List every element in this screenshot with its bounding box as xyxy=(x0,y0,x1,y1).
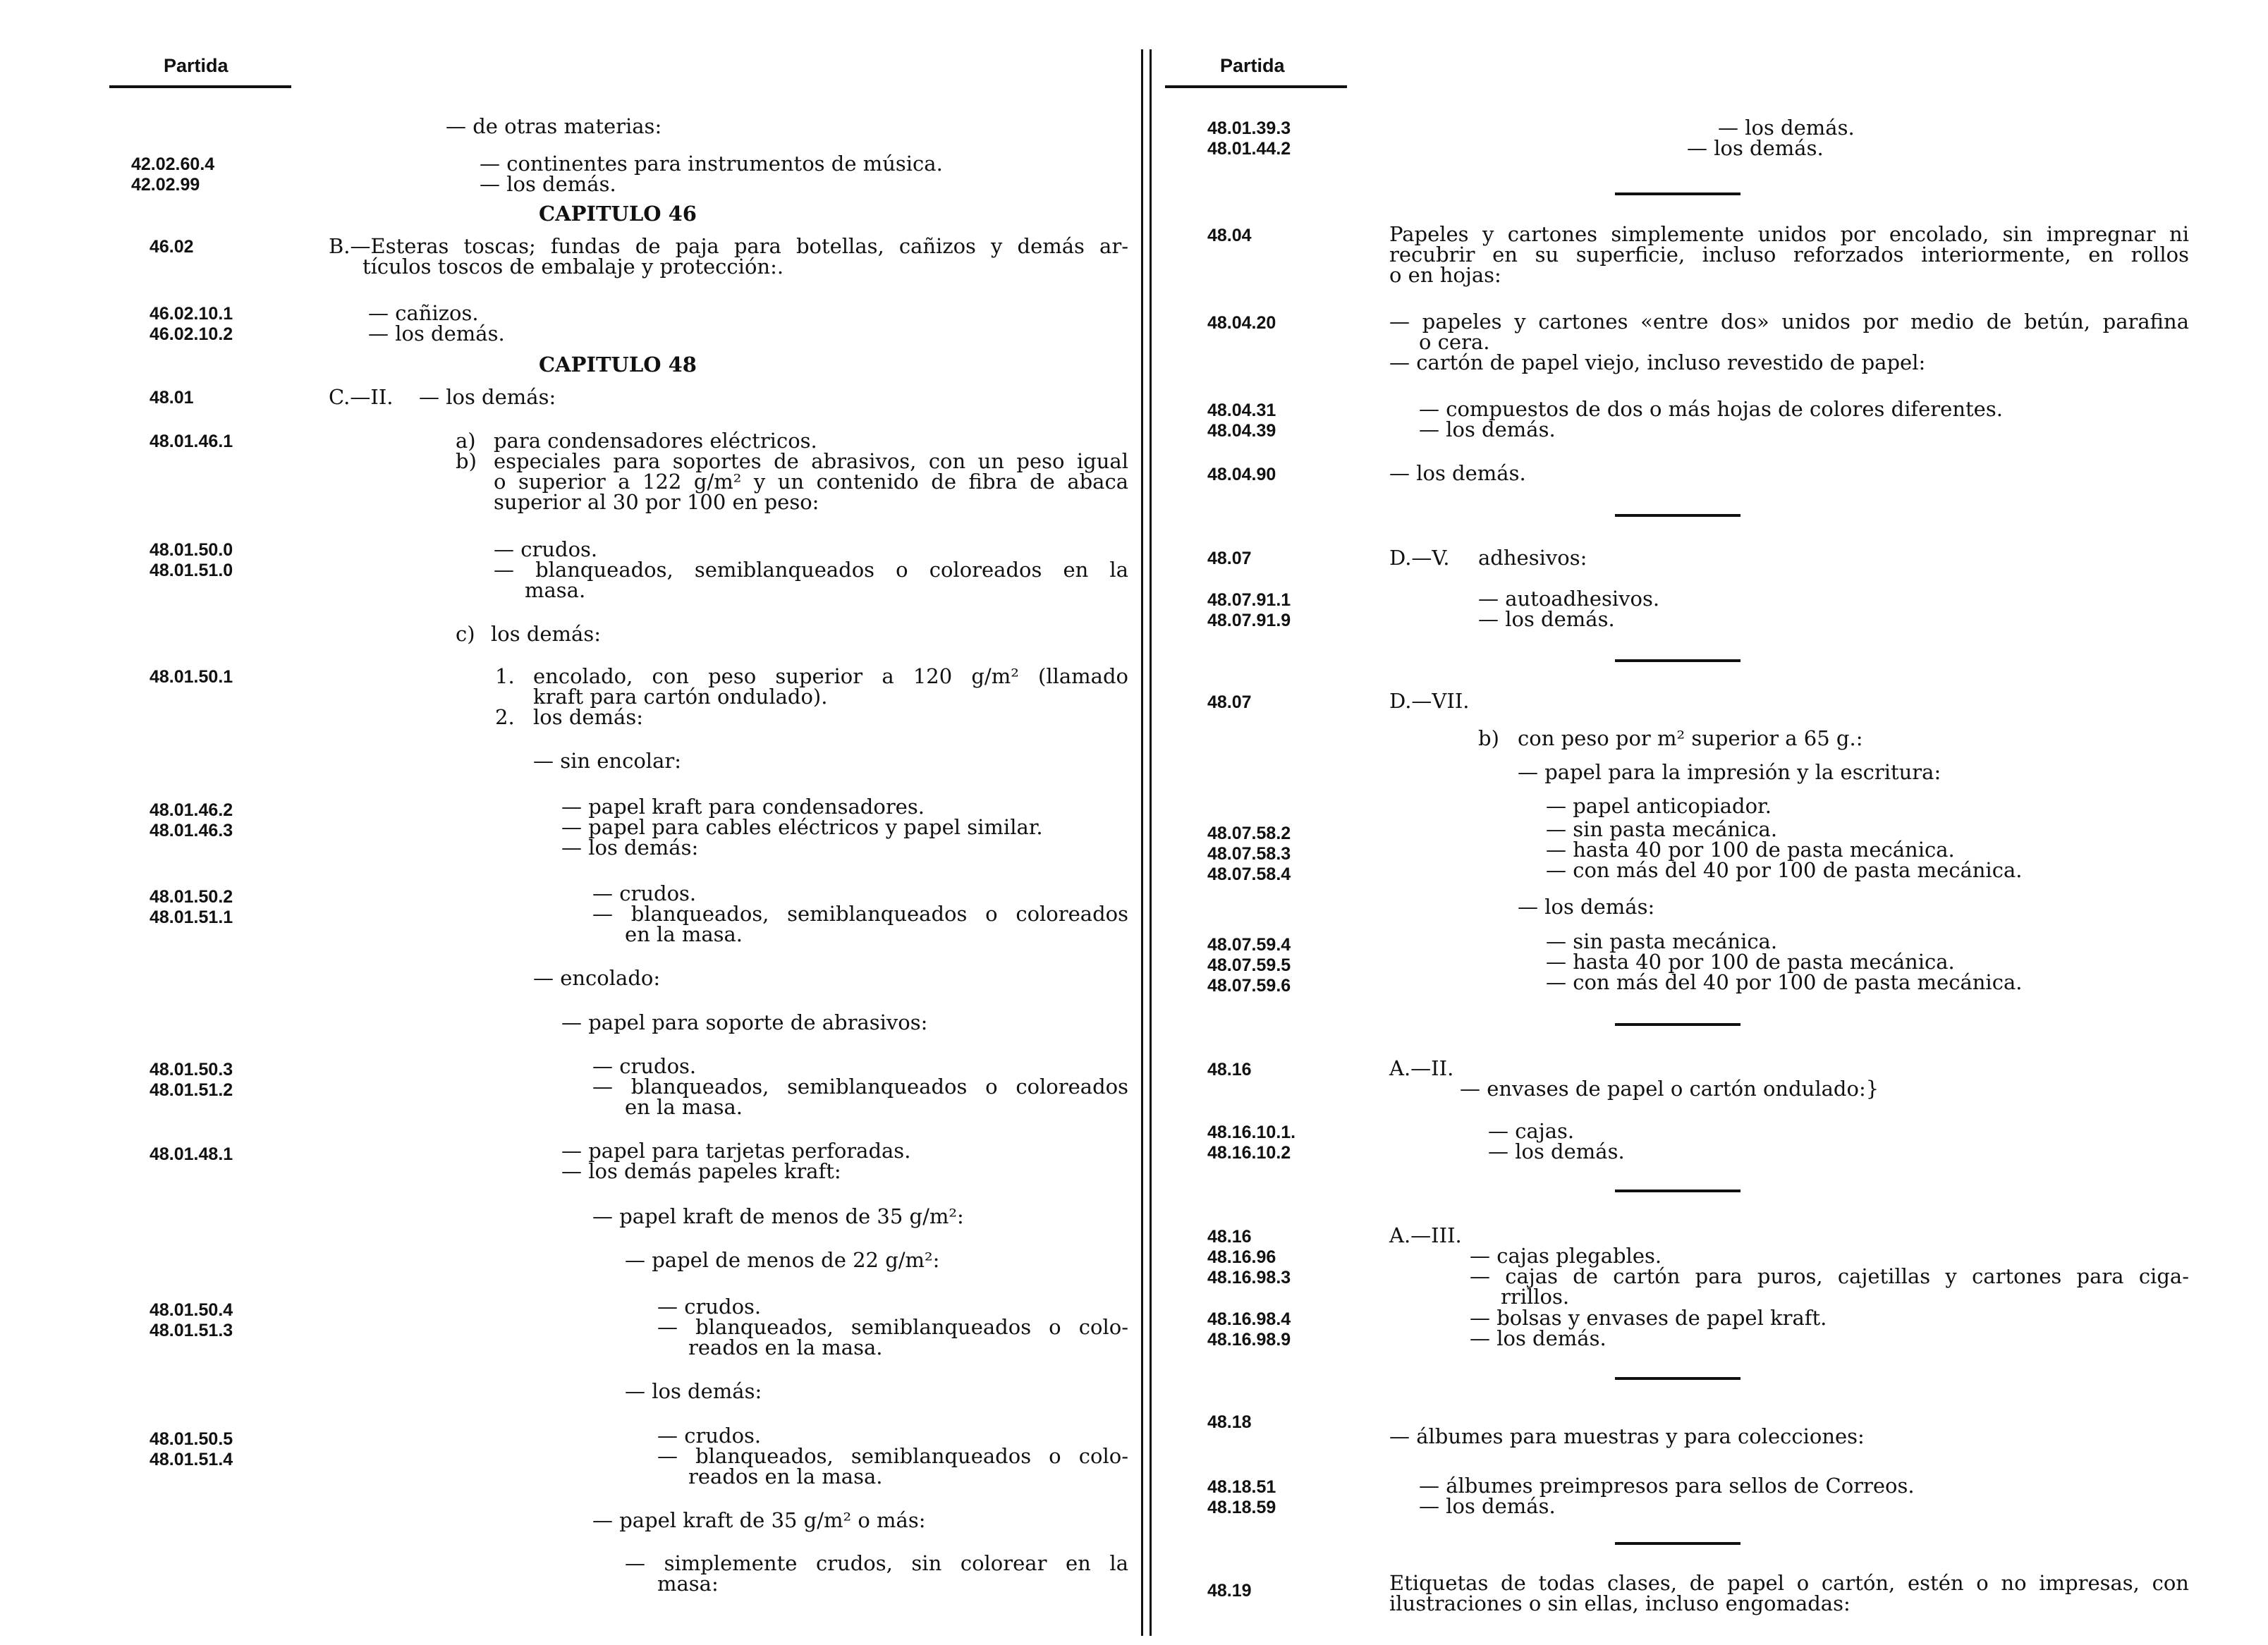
text-line: — crudos. xyxy=(592,1054,697,1078)
text-line: — continentes para instrumentos de música. xyxy=(480,152,943,176)
text-line: rrillos. xyxy=(1501,1285,1570,1309)
code: 48.04 xyxy=(1207,226,1252,245)
code: 48.04.90 xyxy=(1207,465,1276,484)
code: 46.02.10.1 xyxy=(150,304,233,324)
text-line: — sin pasta mecánica. xyxy=(1546,929,1778,953)
text-line: con peso por m² superior a 65 g.: xyxy=(1518,726,1863,750)
section-separator xyxy=(1615,1542,1740,1545)
code: 48.07.59.6 xyxy=(1207,976,1291,996)
text-line: en la masa. xyxy=(625,922,743,946)
text-line: los demás: xyxy=(533,705,644,729)
code: 48.01.50.1 xyxy=(150,667,233,687)
column-divider xyxy=(1141,49,1143,1636)
text-line: Etiquetas de todas clases, de papel o cartón, estén o no impresas, con xyxy=(1389,1571,2189,1595)
text-line: — los demás. xyxy=(1470,1326,1606,1350)
text-line: — blanqueados, semiblanqueados o colo- xyxy=(657,1444,1128,1468)
text-line: — de otras materias: xyxy=(446,114,662,138)
section-separator xyxy=(1615,192,1740,195)
text-line: — crudos. xyxy=(494,537,598,561)
code: 48.07.91.1 xyxy=(1207,590,1291,610)
code: 48.16.96 xyxy=(1207,1247,1276,1267)
text-line: — hasta 40 por 100 de pasta mecánica. xyxy=(1546,838,1955,862)
text-line: — papel para cables eléctricos y papel similar. xyxy=(561,815,1043,839)
code: 48.16.98.9 xyxy=(1207,1330,1291,1350)
code: 48.07.58.4 xyxy=(1207,864,1291,884)
section-separator xyxy=(1615,1190,1740,1192)
list-marker: c) xyxy=(456,622,475,646)
text-line: adhesivos: xyxy=(1478,546,1587,570)
text-line: ilustraciones o sin ellas, incluso engomadas: xyxy=(1389,1591,1851,1615)
text-line: — encolado: xyxy=(533,966,661,990)
right-header-underline xyxy=(1165,85,1347,88)
code: 48.01.46.2 xyxy=(150,800,233,820)
text-line: o cera. xyxy=(1419,330,1490,354)
code: 48.01.51.0 xyxy=(150,561,233,580)
code: 48.07.58.3 xyxy=(1207,844,1291,864)
code: 48.01.51.3 xyxy=(150,1321,233,1340)
text-line: — papel anticopiador. xyxy=(1546,794,1772,818)
text-line: A.—III. xyxy=(1389,1223,1462,1247)
left-header-underline xyxy=(109,85,291,88)
text-line: — papel kraft de menos de 35 g/m²: xyxy=(592,1204,964,1228)
text-line: — los demás. xyxy=(1488,1139,1625,1163)
code: 42.02.60.4 xyxy=(131,154,215,174)
text-line: — papel para la impresión y la escritura: xyxy=(1518,760,1941,784)
text-line: superior al 30 por 100 en peso: xyxy=(494,490,819,514)
code: 48.01.50.2 xyxy=(150,887,233,907)
text-line: — sin encolar: xyxy=(533,749,682,773)
code: 48.18 xyxy=(1207,1412,1252,1432)
text-line: — los demás. xyxy=(480,172,616,196)
text-line: — con más del 40 por 100 de pasta mecánica. xyxy=(1546,970,2023,994)
code: 46.02 xyxy=(150,237,194,257)
text-line: — crudos. xyxy=(657,1424,762,1448)
text-line: — los demás. xyxy=(1687,136,1824,160)
text-line: B.—Esteras toscas; fundas de paja para botellas, cañizos y demás ar- xyxy=(329,234,1128,258)
text-line: — los demás. xyxy=(1718,116,1855,140)
text-line: masa. xyxy=(525,578,586,602)
text-line: — los demás. xyxy=(368,322,505,345)
code: 48.01.50.4 xyxy=(150,1300,233,1320)
section-separator xyxy=(1615,1023,1740,1026)
text-line: o superior a 122 g/m² y un contenido de fibra de abaca xyxy=(494,470,1128,494)
code: 48.01.44.2 xyxy=(1207,139,1291,159)
text-line: — cañizos. xyxy=(368,301,479,325)
text-line: — los demás. xyxy=(1419,1494,1556,1518)
text-line: — cajas. xyxy=(1488,1119,1575,1143)
text-line: — los demás. xyxy=(1389,461,1526,485)
text-line: D.—VII. xyxy=(1389,689,1470,713)
code: 48.07.59.5 xyxy=(1207,955,1291,975)
text-line: recubrir en su superficie, incluso reforzados interiormente, en rollos xyxy=(1389,243,2189,267)
text-line: — papeles y cartones «entre dos» unidos por medio de betún, parafina xyxy=(1389,310,2189,334)
text-line: — cartón de papel viejo, incluso revestido de papel: xyxy=(1389,350,1926,374)
text-line: — sin pasta mecánica. xyxy=(1546,817,1778,841)
text-line: — papel de menos de 22 g/m²: xyxy=(625,1248,940,1272)
text-line: tículos toscos de embalaje y protección:. xyxy=(362,255,784,279)
text-line: — álbumes preimpresos para sellos de Correos. xyxy=(1419,1474,1915,1498)
text-line: reados en la masa. xyxy=(688,1464,883,1488)
left-column-header: Partida xyxy=(164,55,228,76)
text-line: — bolsas y envases de papel kraft. xyxy=(1470,1306,1827,1330)
text-line: — papel kraft para condensadores. xyxy=(561,795,925,819)
code: 42.02.99 xyxy=(131,175,200,195)
section-separator xyxy=(1615,1377,1740,1380)
text-line: — los demás. xyxy=(1478,607,1615,631)
text-line: — los demás. xyxy=(1419,417,1556,441)
code: 48.01.51.4 xyxy=(150,1450,233,1469)
text-line: — crudos. xyxy=(657,1295,762,1319)
text-line: en la masa. xyxy=(625,1095,743,1119)
code: 48.07.59.4 xyxy=(1207,935,1291,955)
code: 48.07 xyxy=(1207,549,1252,568)
text-line: — blanqueados, semiblanqueados o coloreados en la xyxy=(494,558,1128,582)
code: 48.04.20 xyxy=(1207,313,1276,333)
text-line: C.—II. xyxy=(329,385,394,409)
text-line: — los demás: xyxy=(561,836,699,860)
text-line: Papeles y cartones simplemente unidos por encolado, sin impregnar ni xyxy=(1389,222,2189,246)
code: 48.01.51.1 xyxy=(150,907,233,927)
column-divider xyxy=(1150,49,1152,1636)
code: 48.01 xyxy=(150,388,194,408)
code: 48.01.50.5 xyxy=(150,1429,233,1449)
code: 48.16.98.4 xyxy=(1207,1309,1291,1329)
chapter-heading: CAPITULO 48 xyxy=(539,353,697,377)
code: 48.01.39.3 xyxy=(1207,118,1291,138)
text-line: los demás: xyxy=(491,622,602,646)
text-line: — los demás: xyxy=(1518,895,1655,919)
text-line: reados en la masa. xyxy=(688,1335,883,1359)
code: 48.07.58.2 xyxy=(1207,824,1291,843)
code: 46.02.10.2 xyxy=(150,324,233,344)
chapter-heading: CAPITULO 46 xyxy=(539,202,697,226)
text-line: masa: xyxy=(657,1572,719,1596)
code: 48.18.59 xyxy=(1207,1498,1276,1517)
text-line: — los demás: xyxy=(419,385,556,409)
text-line: — hasta 40 por 100 de pasta mecánica. xyxy=(1546,950,1955,974)
text-line: — los demás: xyxy=(625,1379,762,1403)
text-line: — autoadhesivos. xyxy=(1478,587,1660,611)
list-marker: b) xyxy=(456,449,477,473)
code: 48.01.50.0 xyxy=(150,540,233,560)
code: 48.07.91.9 xyxy=(1207,611,1291,630)
list-marker: 1. xyxy=(495,664,515,688)
code: 48.16.10.2 xyxy=(1207,1143,1291,1163)
text-line: — papel para soporte de abrasivos: xyxy=(561,1010,928,1034)
text-line: — simplemente crudos, sin colorear en la xyxy=(625,1551,1128,1575)
right-column-header: Partida xyxy=(1220,55,1285,76)
text-line: — blanqueados, semiblanqueados o colo- xyxy=(657,1315,1128,1339)
list-marker: 2. xyxy=(495,705,515,729)
code: 48.18.51 xyxy=(1207,1477,1276,1497)
section-separator xyxy=(1615,659,1740,662)
text-line: para condensadores eléctricos. xyxy=(494,429,817,453)
code: 48.01.46.1 xyxy=(150,432,233,451)
code: 48.07 xyxy=(1207,692,1252,712)
code: 48.16.98.3 xyxy=(1207,1268,1291,1288)
code: 48.01.46.3 xyxy=(150,821,233,840)
text-line: — papel para tarjetas perforadas. xyxy=(561,1139,911,1163)
text-line: — blanqueados, semiblanqueados o coloreados xyxy=(592,1075,1128,1099)
text-line: — compuestos de dos o más hojas de colores diferentes. xyxy=(1419,397,2003,421)
text-line: especiales para soportes de abrasivos, con un peso igual xyxy=(494,449,1128,473)
text-line: — cajas de cartón para puros, cajetillas y cartones para ciga- xyxy=(1470,1264,2189,1288)
code: 48.01.50.3 xyxy=(150,1060,233,1080)
text-line: — con más del 40 por 100 de pasta mecánica. xyxy=(1546,858,2023,882)
text-line: D.—V. xyxy=(1389,546,1450,570)
list-marker: a) xyxy=(456,429,476,453)
code: 48.16 xyxy=(1207,1060,1252,1080)
text-line: — crudos. xyxy=(592,881,697,905)
text-line: — papel kraft de 35 g/m² o más: xyxy=(592,1508,926,1532)
code: 48.16.10.1. xyxy=(1207,1123,1296,1142)
code: 48.04.39 xyxy=(1207,421,1276,441)
text-line: kraft para cartón ondulado). xyxy=(533,685,828,709)
text-line: — álbumes para muestras y para colecciones: xyxy=(1389,1424,1865,1448)
list-marker: b) xyxy=(1478,726,1499,750)
text-line: — envases de papel o cartón ondulado:} xyxy=(1460,1077,1879,1101)
text-line: — cajas plegables. xyxy=(1470,1244,1662,1268)
text-line: encolado, con peso superior a 120 g/m² (llamado xyxy=(533,664,1128,688)
code: 48.04.31 xyxy=(1207,400,1276,420)
text-line: — blanqueados, semiblanqueados o coloreados xyxy=(592,902,1128,926)
text-line: A.—II. xyxy=(1389,1056,1454,1080)
code: 48.01.51.2 xyxy=(150,1080,233,1100)
code: 48.19 xyxy=(1207,1581,1252,1601)
code: 48.01.48.1 xyxy=(150,1144,233,1164)
text-line: o en hojas: xyxy=(1389,263,1501,287)
section-separator xyxy=(1615,514,1740,517)
code: 48.16 xyxy=(1207,1227,1252,1247)
text-line: — los demás papeles kraft: xyxy=(561,1159,841,1183)
